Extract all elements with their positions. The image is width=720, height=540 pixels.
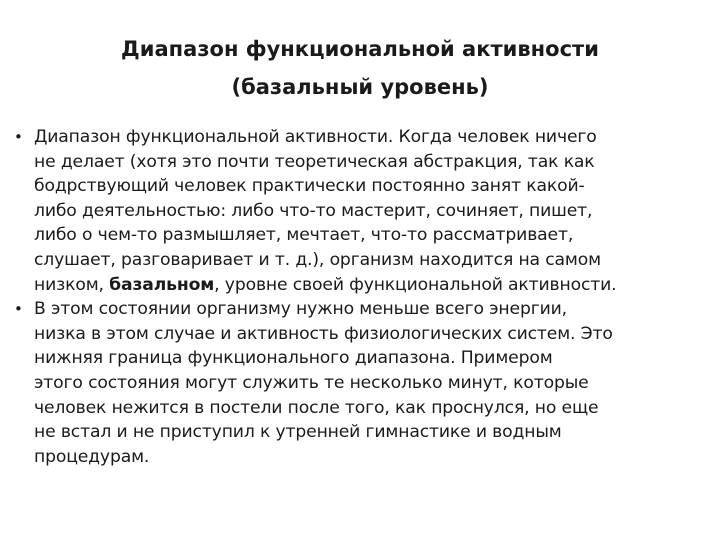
title-line-1: Диапазон функциональной активности: [121, 37, 599, 61]
bullet-1-line-7: [34, 273, 714, 298]
bullet-2-line-5: человек нежится в постели после того, как проснулся, но еще: [34, 397, 599, 418]
slide-title: [60, 30, 660, 106]
bold-term-basal: базальном: [109, 274, 215, 295]
bullet-1-line-4: либо деятельностью: либо что-то мастерит, сочиняет, пишет,: [34, 200, 593, 221]
bullet-1-line-1: Диапазон функциональной активности. Когда человек ничего: [34, 127, 597, 147]
bullet-1-line-3: бодрствующий человек практически постоянно занят какой-: [34, 176, 585, 197]
bullet-1-line-7-prefix: низком,: [34, 274, 110, 295]
bullet-2-line-2: низка в этом случае и активность физиологических систем. Это: [34, 323, 613, 344]
bullet-list: [14, 125, 714, 469]
bullet-2-line-6: не встал и не приступил к утренней гимнастике и водным: [34, 422, 562, 443]
bullet-1-line-6: слушает, разговаривает и т. д.), организм находится на самом: [34, 249, 601, 270]
bullet-2-line-1: В этом состоянии организму нужно меньше всего энергии,: [34, 299, 567, 320]
title-line-2: (базальный уровень): [231, 75, 489, 99]
bullet-item-1: [14, 125, 714, 297]
bullet-1-line-7-suffix: , уровне своей функциональной активности.: [214, 274, 617, 295]
bullet-1-line-5: либо о чем-то размышляет, мечтает, что-то рассматривает,: [34, 225, 574, 246]
bullet-2-line-4: этого состояния могут служить те несколько минут, которые: [34, 372, 589, 393]
bullet-2-line-3: нижняя граница функционального диапазона. Примером: [34, 348, 553, 369]
bullet-item-2: [14, 297, 714, 469]
bullet-1-line-2: не делает (хотя это почти теоретическая абстракция, так как: [34, 151, 595, 172]
bullet-marker: •: [14, 128, 23, 146]
bullet-marker: •: [14, 300, 23, 319]
bullet-2-line-7: процедурам.: [34, 446, 150, 467]
